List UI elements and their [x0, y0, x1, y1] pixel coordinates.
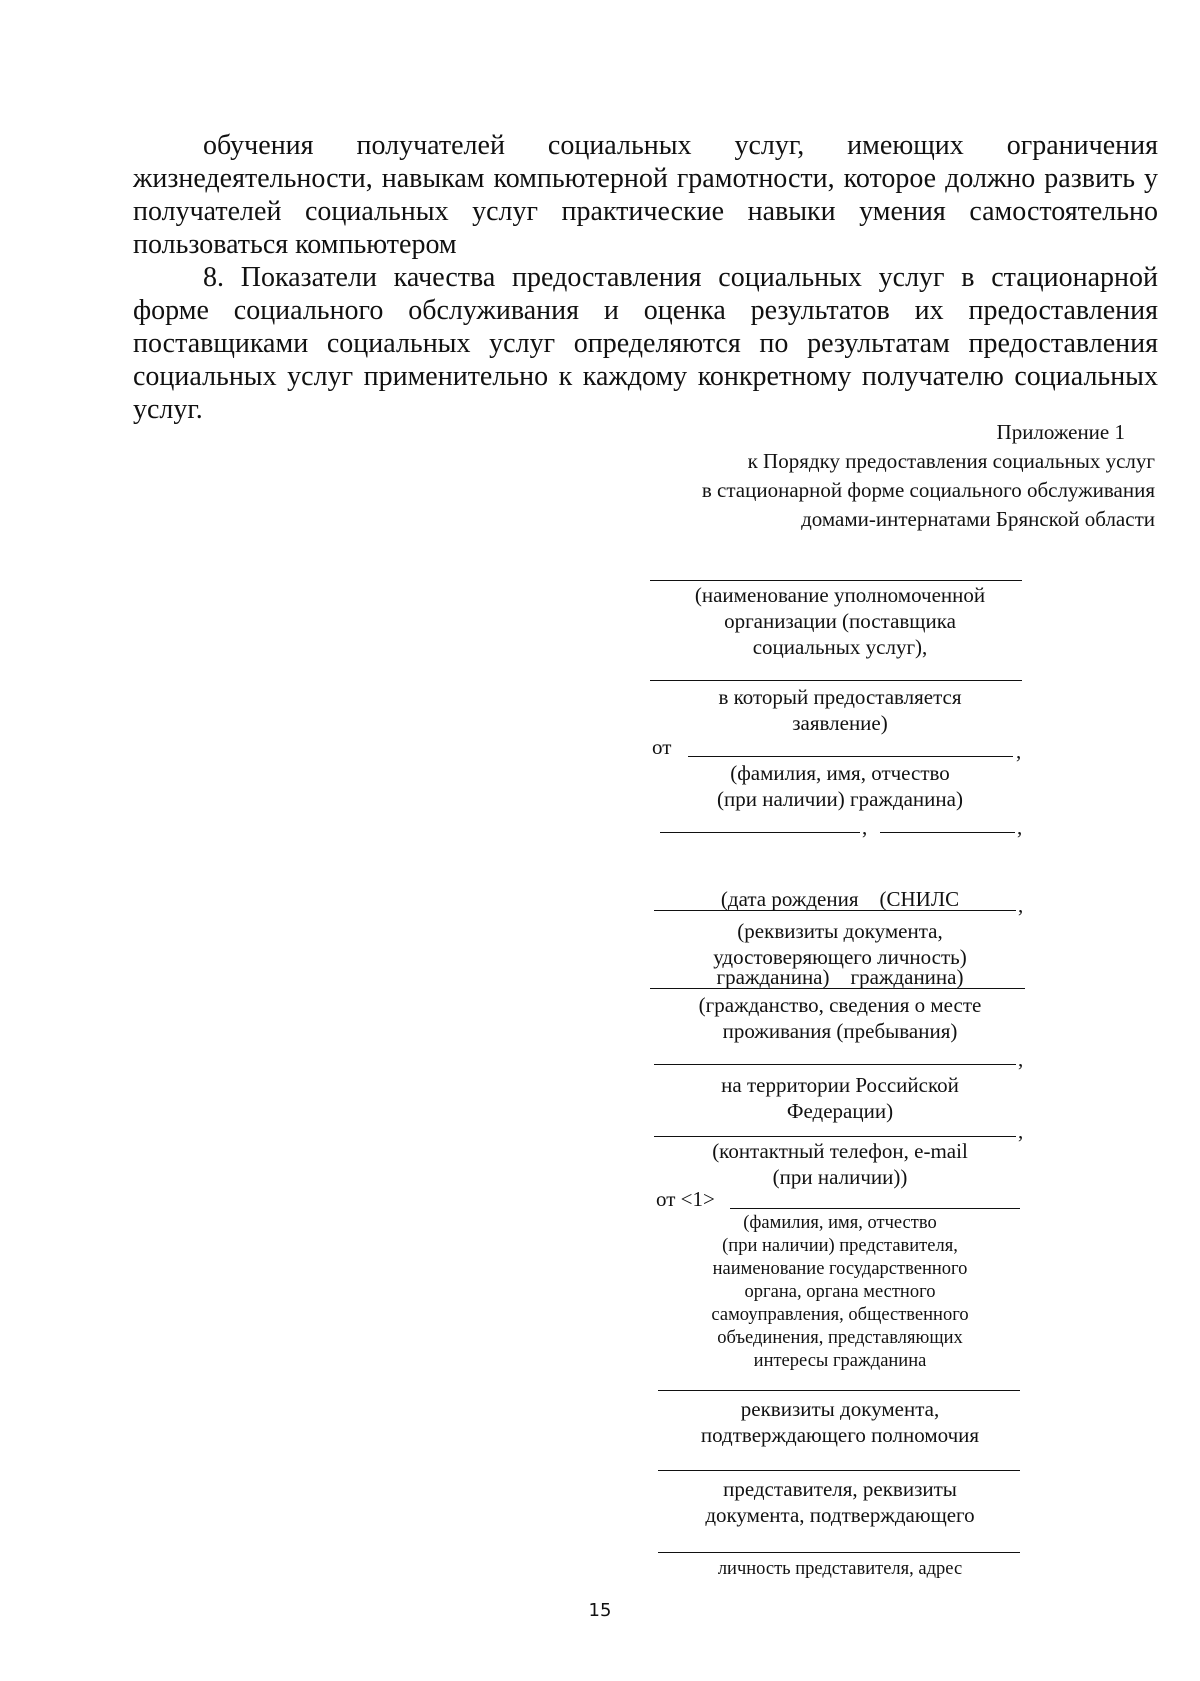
rep-document-caption: реквизиты документа, подтверждающего полномочия — [700, 1397, 980, 1447]
comma: , — [1018, 893, 1024, 917]
org-name-line-2 — [650, 680, 1022, 681]
paragraph-1: обучения получателей социальных услуг, имеющих ограничения жизнедеятельности, навыкам компьютерной грамотности, которое должно развить у получателей социальных услуг практические навыки умения самостоятельно пользоваться компьютером — [133, 130, 1158, 260]
snils-line — [880, 832, 1015, 833]
id-document-line — [654, 910, 1016, 911]
rep-document-line-3 — [658, 1552, 1020, 1553]
contact-line — [654, 1136, 1016, 1137]
comma: , — [1016, 739, 1022, 763]
id-doc-caption: (реквизиты документа, удостоверяющего личность) — [713, 919, 967, 969]
comma: , — [1018, 1119, 1024, 1143]
from-label: от — [652, 735, 672, 759]
territory-caption: на территории Российской Федерации) — [721, 1073, 959, 1123]
rep-document-line — [658, 1390, 1020, 1391]
representative-name-line — [730, 1208, 1020, 1209]
page-number: 15 — [588, 1600, 612, 1621]
residence-line — [654, 1064, 1016, 1065]
contact-caption: (контактный телефон, e-mail (при наличии)) — [712, 1139, 968, 1189]
org-caption: (наименование уполномоченной организации (поставщика социальных услуг), — [694, 583, 986, 659]
org-name-line — [650, 580, 1022, 581]
comma: , — [1018, 1047, 1024, 1071]
citizenship-line — [650, 988, 1025, 989]
appendix-title: Приложение 1 — [996, 420, 1125, 444]
applicant-name-line — [688, 756, 1013, 757]
body-text — [133, 129, 1158, 426]
comma: , — [862, 815, 868, 839]
name-caption: (фамилия, имя, отчество (при наличии) гражданина) — [717, 761, 963, 811]
appendix-header — [702, 418, 1155, 534]
appendix-line-4: домами-интернатами Брянской области — [801, 507, 1155, 531]
citizenship-caption: (гражданство, сведения о месте проживания (пребывания) — [698, 993, 982, 1043]
appendix-line-2: к Порядку предоставления социальных услуг — [747, 449, 1155, 473]
org-caption-2: в который предоставляется заявление) — [718, 685, 962, 735]
appendix-line-3: в стационарной форме социального обслуживания — [701, 478, 1155, 502]
birth-snils-caption: (дата рождения (СНИЛС гражданина) гражданина) — [716, 887, 964, 989]
representative-caption: (фамилия, имя, отчество (при наличии) представителя, наименование государственного органа, органа местного самоуправления, общественного объединения, представляющих интересы гражданина — [711, 1213, 969, 1371]
comma: , — [1017, 815, 1023, 839]
rep-from-label: от <1> — [656, 1187, 715, 1211]
rep-document-caption-2: представителя, реквизиты документа, подтверждающего — [705, 1477, 975, 1527]
paragraph-2: 8. Показатели качества предоставления социальных услуг в стационарной форме социального обслуживания и оценка результатов их предоставления поставщиками социальных услуг определяются по результатам предоставления социальных услуг применительно к каждому конкретному получателю социальных услуг. — [133, 262, 1158, 425]
birth-date-line — [660, 832, 860, 833]
rep-document-caption-3: личность представителя, адрес — [717, 1559, 963, 1579]
rep-document-line-2 — [658, 1470, 1020, 1471]
